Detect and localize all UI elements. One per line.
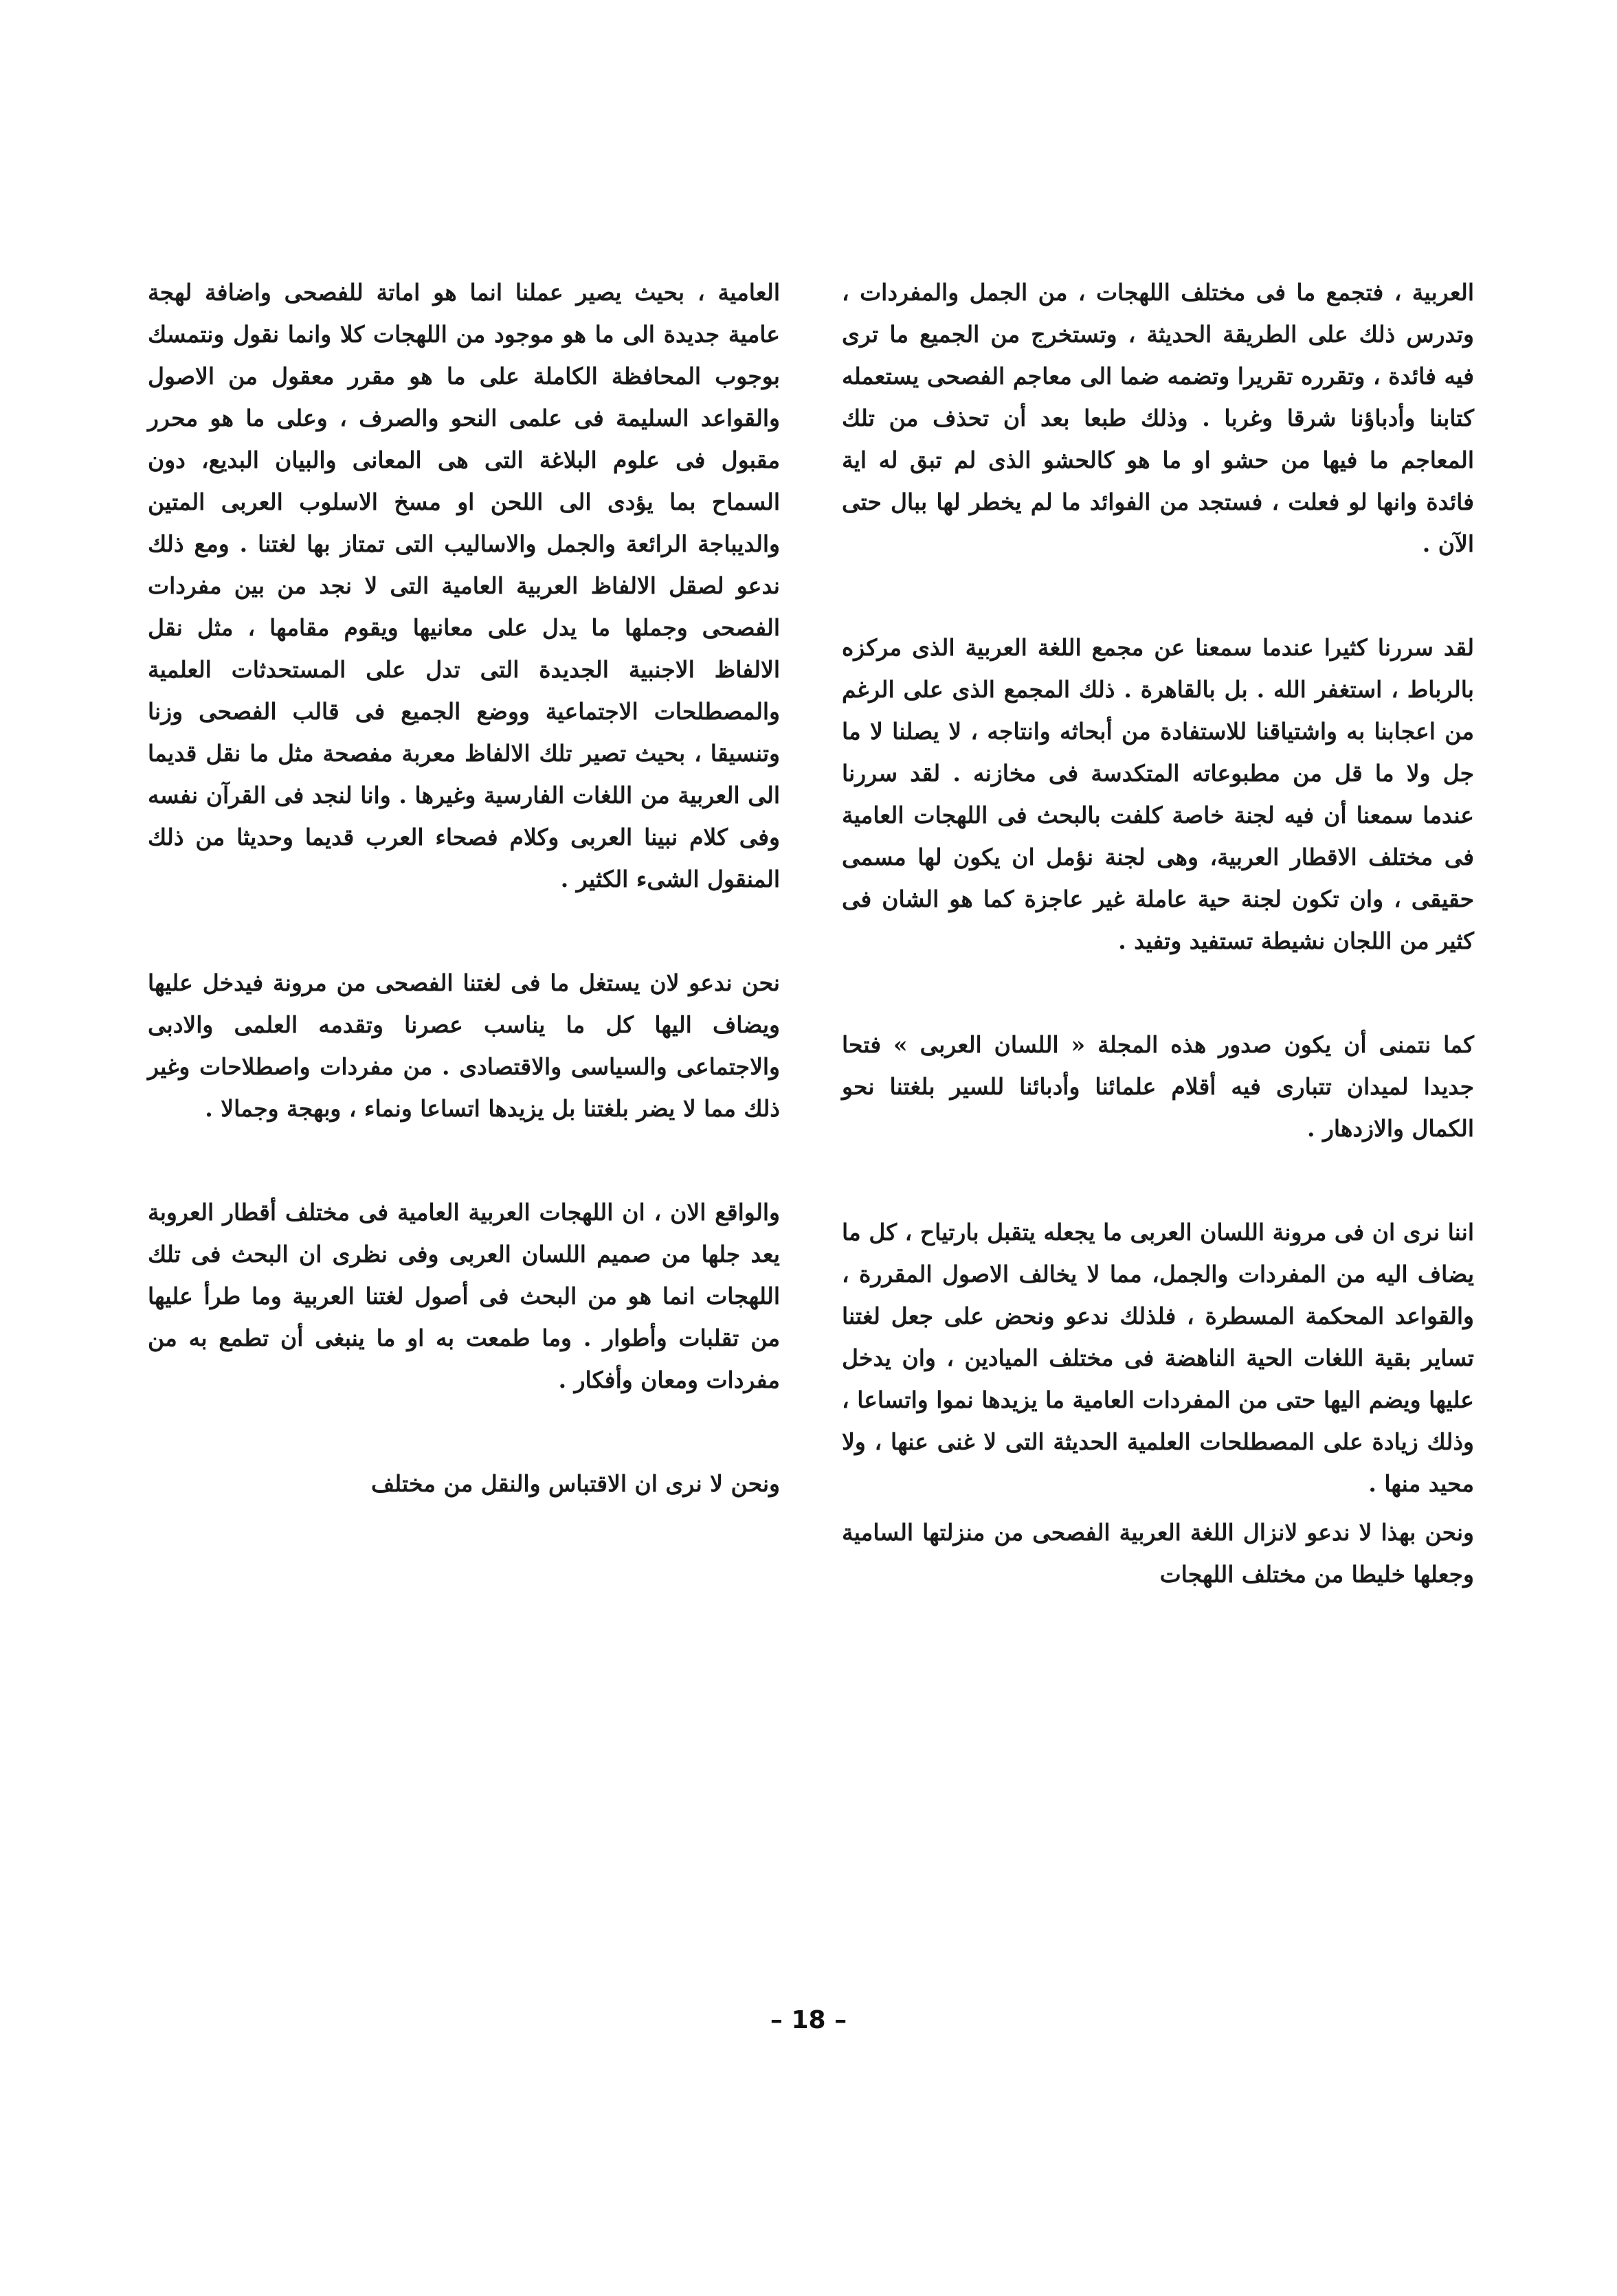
right-paragraph-4: اننا نرى ان فى مرونة اللسان العربى ما يجعله يتقبل بارتياح ، كل ما يضاف اليه من المفردات والجمل، مما لا يخالف الاصول المقررة ، والقواعد المحكمة المسطرة ، فلذلك ندعو ونحض على جعل لغتنا تساير بقية اللغات الحية الناهضة فى مختلف الميادين ، وان يدخل عليها ويضم اليها حتى من المفردات العامية ما يزيدها نموا واتساعا ، وذلك زيادة على المصطلحات العلمية الحديثة التى لا غنى عنها ، ولا محيد منها .: [842, 1219, 1474, 1497]
right-paragraph-3: كما نتمنى أن يكون صدور هذه المجلة « اللسان العربى » فتحا جديدا لميدان تتبارى فيه أقلام علمائنا وأدبائنا للسير بلغتنا نحو الكمال والازدهار .: [842, 1031, 1474, 1142]
left-column: [148, 271, 780, 1566]
right-paragraph-1: العربية ، فتجمع ما فى مختلف اللهجات ، من الجمل والمفردات ، وتدرس ذلك على الطريقة الحديثة ، وتستخرج من الجميع ما ترى فيه فائدة ، وتقرره تقريرا وتضمه ضما الى معاجم الفصحى يستعمله كتابنا وأدباؤنا شرقا وغربا . وذلك طبعا بعد أن تحذف من تلك المعاجم ما فيها من حشو او ما هو كالحشو الذى لم تبق له اية فائدة وانها لو فعلت ، فستجد من الفوائد ما لم يخطر لها ببال حتى الآن .: [842, 279, 1474, 557]
right-paragraph-2: لقد سررنا كثيرا عندما سمعنا عن مجمع اللغة العربية الذى مركزه بالرباط ، استغفر الله . بل بالقاهرة . ذلك المجمع الذى على الرغم من اعجابنا به واشتياقنا للاستفادة من أبحاثه وانتاجه ، لا يصلنا لا ما جل ولا ما قل من مطبوعاته المتكدسة فى مخازنه . لقد سررنا عندما سمعنا أن فيه لجنة خاصة كلفت بالبحث فى اللهجات العامية فى مختلف الاقطار العربية، وهى لجنة نؤمل ان يكون لها مسمى حقيقى ، وان تكون لجنة حية عاملة غير عاجزة كما هو الشان فى كثير من اللجان نشيطة تستفيد وتفيد .: [842, 634, 1474, 954]
page-number: – 18 –: [770, 2006, 847, 2034]
left-paragraph-3: والواقع الان ، ان اللهجات العربية العامية فى مختلف أقطار العروبة يعد جلها من صميم اللسان العربى وفى نظرى ان البحث فى تلك اللهجات انما هو من البحث فى أصول لغتنا العربية وما طرأ عليها من تقلبات وأطوار . وما طمعت به او ما ينبغى أن تطمع به من مفردات ومعان وأفكار .: [148, 1199, 780, 1393]
right-paragraph-5: ونحن بهذا لا ندعو لانزال اللغة العربية الفصحى من منزلتها السامية وجعلها خليطا من مختلف اللهجات: [842, 1519, 1474, 1588]
left-paragraph-1: العامية ، بحيث يصير عملنا انما هو اماتة للفصحى واضافة لهجة عامية جديدة الى ما هو موجود من اللهجات كلا وانما نقول ونتمسك بوجوب المحافظة الكاملة على ما هو مقرر معقول من الاصول والقواعد السليمة فى علمى النحو والصرف ، وعلى ما هو محرر مقبول فى علوم البلاغة التى هى المعانى والبيان البديع، دون السماح بما يؤدى الى اللحن او مسخ الاسلوب العربى المتين والديباجة الرائعة والجمل والاساليب التى تمتاز بها لغتنا . ومع ذلك ندعو لصقل الالفاظ العربية العامية التى لا نجد من بين مفردات الفصحى وجملها ما يدل على معانيها ويقوم مقامها ، مثل نقل الالفاظ الاجنبية الجديدة التى تدل على المستحدثات العلمية والمصطلحات الاجتماعية ووضع الجميع فى قالب الفصحى وزنا وتنسيقا ، بحيث تصير تلك الالفاظ معربة مفصحة مثل ما نقل قديما الى العربية من اللغات الفارسية وغيرها . وانا لنجد فى القرآن نفسه وفى كلام نبينا العربى وكلام فصحاء العرب قديما وحديثا من ذلك المنقول الشىء الكثير .: [148, 279, 780, 892]
right-column: [842, 271, 1474, 1657]
left-paragraph-4: ونحن لا نرى ان الاقتباس والنقل من مختلف: [370, 1470, 780, 1497]
left-paragraph-2: نحن ندعو لان يستغل ما فى لغتنا الفصحى من مرونة فيدخل عليها ويضاف اليها كل ما يناسب عصرنا وتقدمه العلمى والادبى والاجتماعى والسياسى والاقتصادى . من مفردات واصطلاحات وغير ذلك مما لا يضر بلغتنا بل يزيدها اتساعا ونماء ، وبهجة وجمالا .: [148, 969, 780, 1122]
